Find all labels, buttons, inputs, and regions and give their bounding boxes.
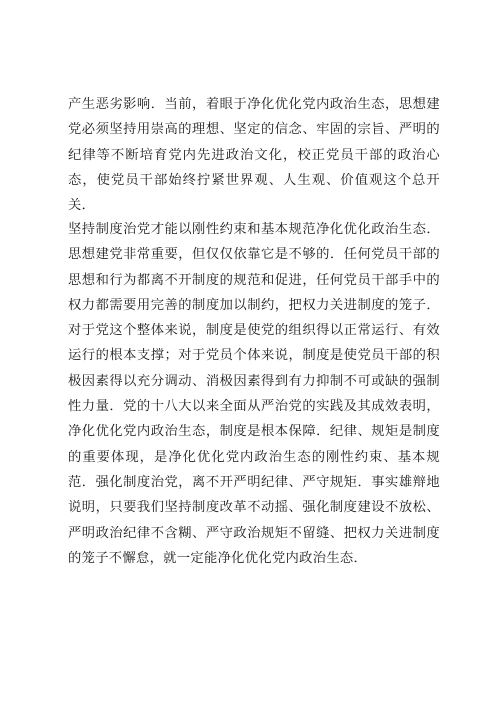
- paragraph-1: 产生恶劣影响．当前，着眼于净化优化党内政治生态，思想建党必须坚持用崇高的理想、坚定的信念、牢固的宗旨、严明的纪律等不断培育党内先进政治文化，校正党员干部的政治心态，使党员干部始终拧紧世界观、人生观、价值观这个总开关．: [68, 97, 440, 214]
- paragraph-2: 坚持制度治党才能以刚性约束和基本规范净化优化政治生态．思想建党非常重要，但仅仅依靠它是不够的．任何党员干部的思想和行为都离不开制度的规范和促进，任何党员干部手中的权力都需要用完善的制度加以制约，把权力关进制度的笼子．对于党这个整体来说，制度是使党的组织得以正常运行、有效运行的根本支撑；对于党员个体来说，制度是使党员干部的积极因素得以充分调动、消极因素得到有力抑制不可或缺的强制性力量．党的十八大以来全面从严治党的实践及其成效表明，净化优化党内政治生态，制度是根本保障．纪律、规矩是制度的重要体现，是净化优化党内政治生态的刚性约束、基本规范．强化制度治党，离不开严明纪律、严守规矩．事实雄辩地说明，只要我们坚持制度改革不动摇、强化制度建设不放松、严明政治纪律不含糊、严守政治规矩不留缝、把权力关进制度的笼子不懈怠，就一定能净化优化党内政治生态．: [68, 222, 440, 566]
